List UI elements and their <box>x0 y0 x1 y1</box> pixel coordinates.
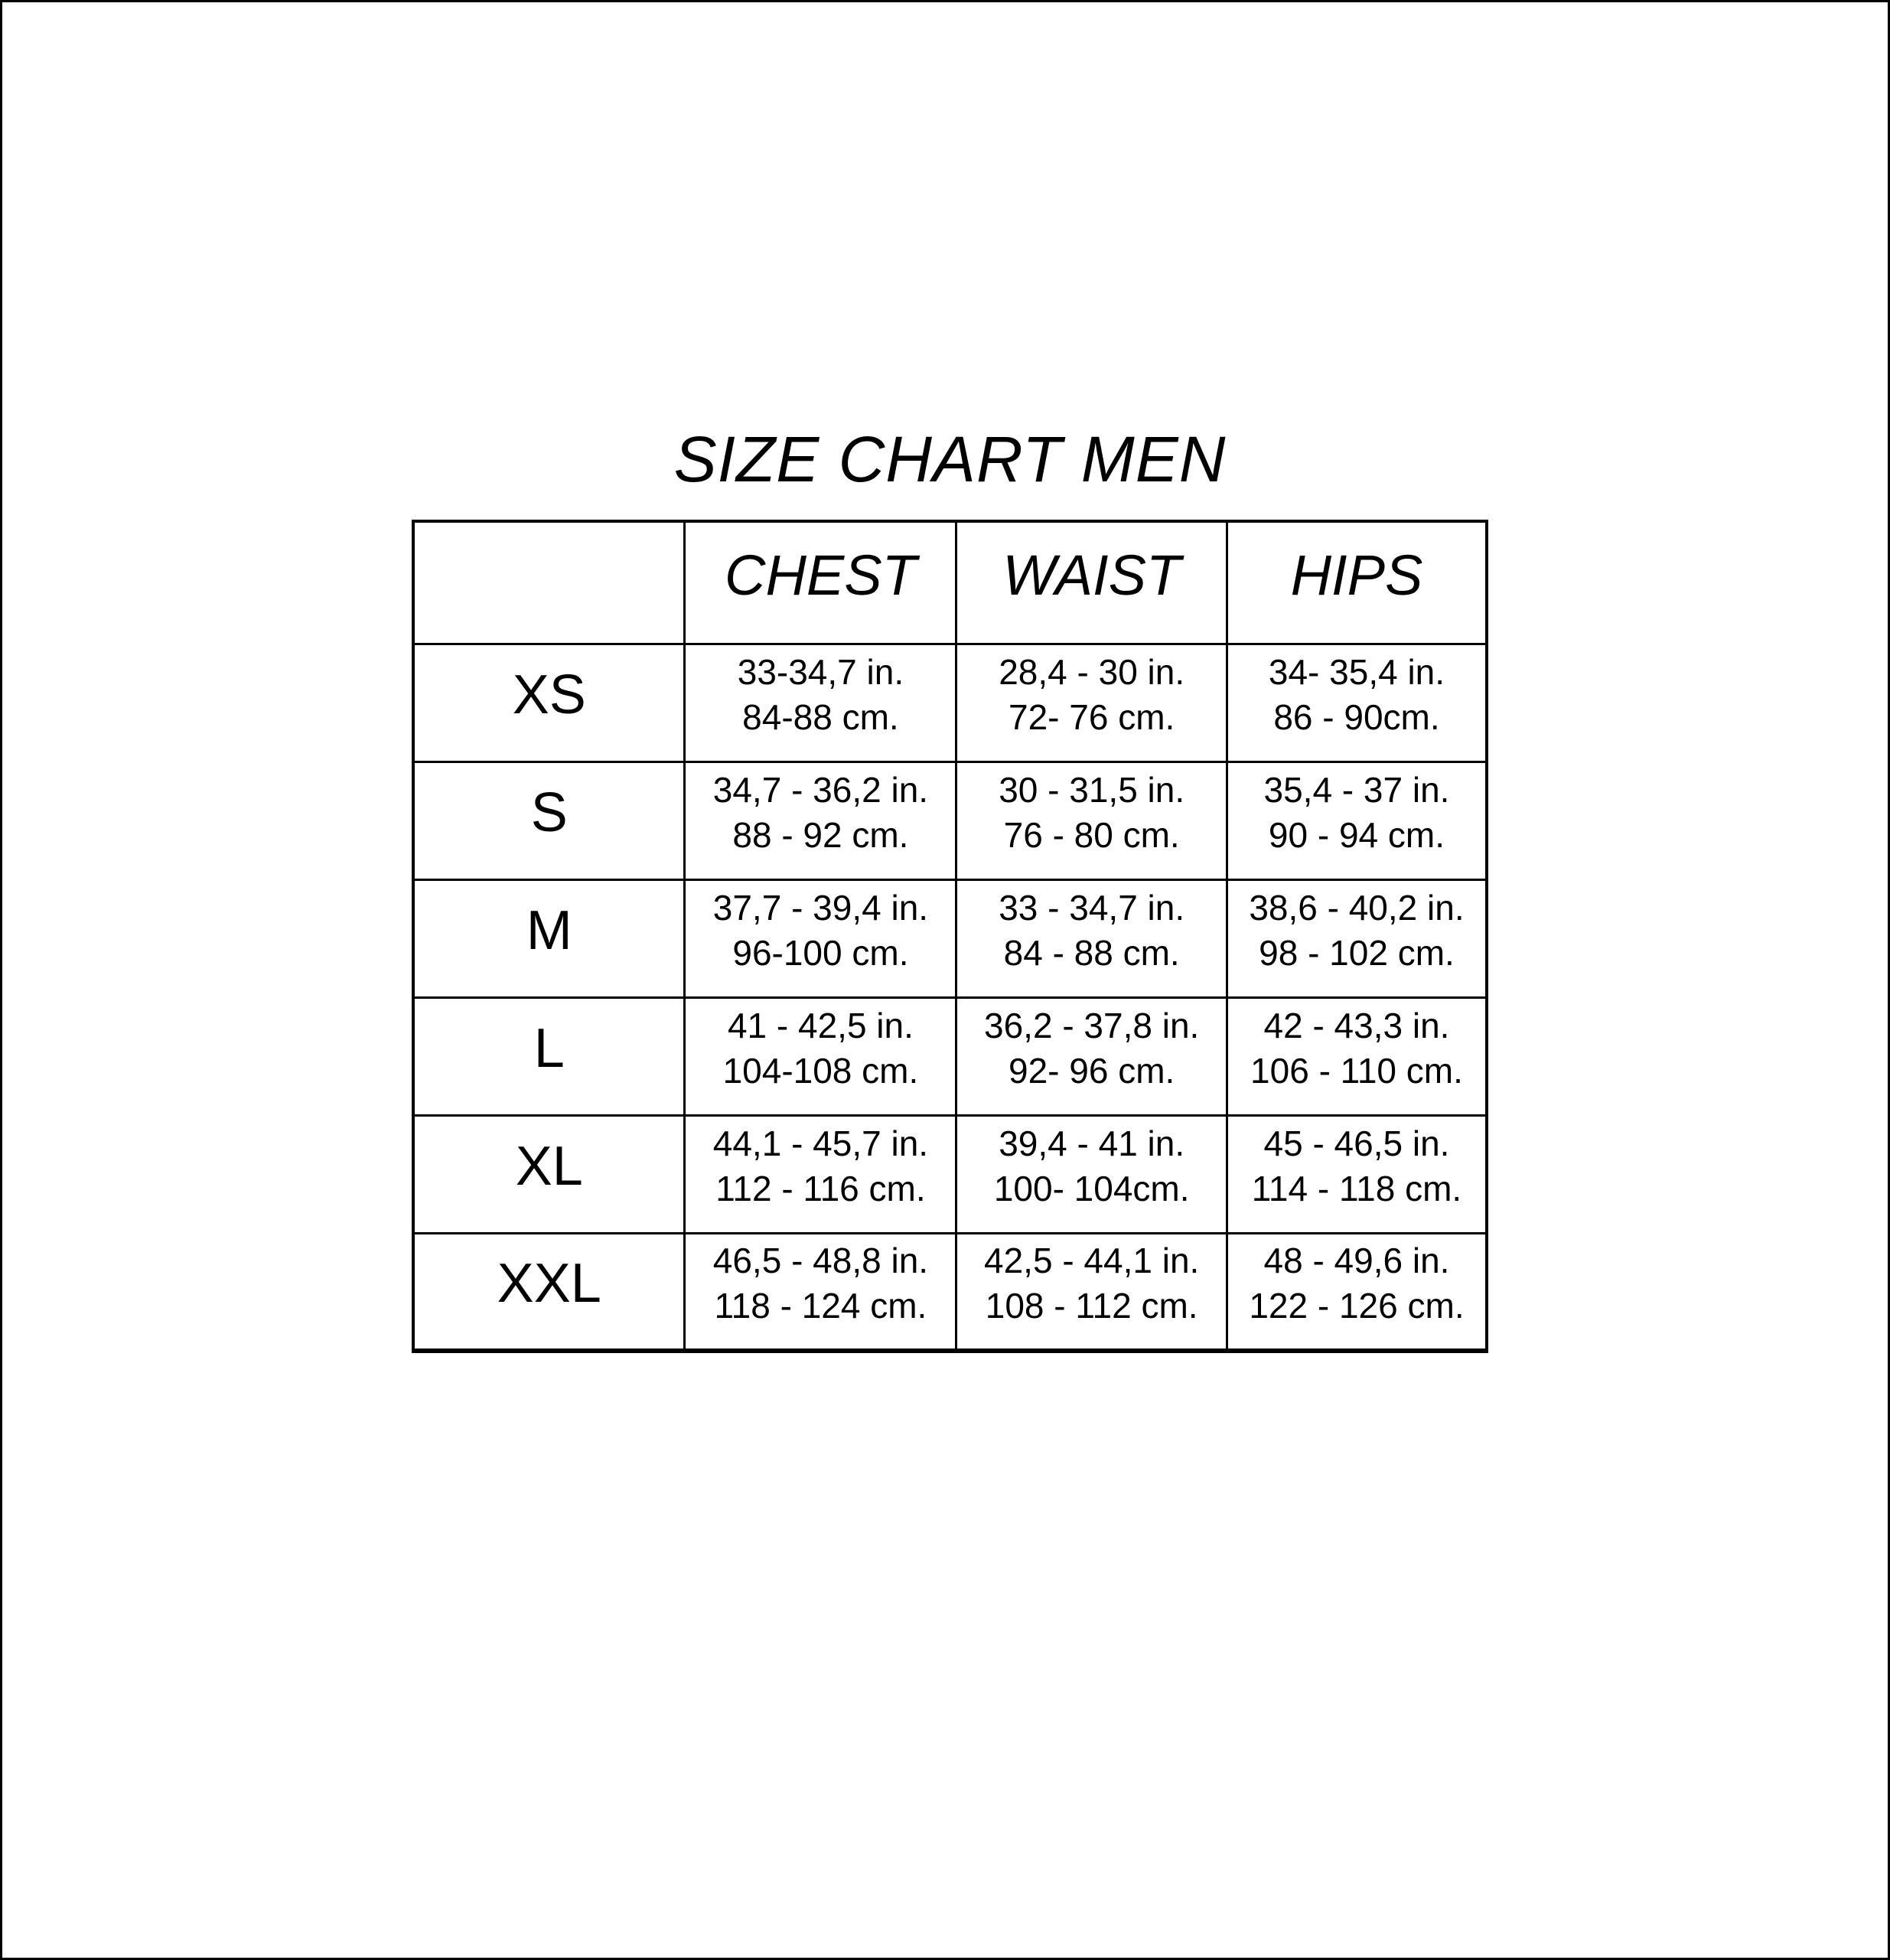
waist-inches: 39,4 - 41 in. <box>999 1123 1185 1164</box>
hips-cell <box>1227 879 1487 997</box>
page-title: SIZE CHART MEN <box>673 423 1227 495</box>
chest-inches: 33-34,7 in. <box>737 652 904 693</box>
waist-inches: 28,4 - 30 in. <box>999 652 1185 693</box>
column-header-hips: HIPS <box>1227 521 1487 644</box>
table-row-xxl <box>413 1233 1487 1351</box>
waist-cm: 92- 96 cm. <box>1009 1051 1175 1091</box>
hips-inches: 38,6 - 40,2 in. <box>1249 888 1465 928</box>
column-header-size <box>413 521 685 644</box>
hips-cm: 98 - 102 cm. <box>1259 933 1455 973</box>
waist-cm: 76 - 80 cm. <box>1003 815 1180 855</box>
chest-cm: 104-108 cm. <box>722 1051 919 1091</box>
waist-cell <box>956 644 1227 761</box>
waist-cm: 72- 76 cm. <box>1009 697 1175 737</box>
waist-cell <box>956 879 1227 997</box>
table-row-s <box>413 761 1487 879</box>
table-header-row <box>413 521 1487 644</box>
hips-cell <box>1227 1115 1487 1233</box>
waist-cm: 100- 104cm. <box>993 1169 1190 1208</box>
chest-inches: 44,1 - 45,7 in. <box>712 1123 929 1164</box>
table-row-xl <box>413 1115 1487 1233</box>
chest-cell <box>685 644 956 761</box>
table-row-l <box>413 997 1487 1115</box>
hips-cell <box>1227 1233 1487 1351</box>
chest-inches: 46,5 - 48,8 in. <box>712 1241 929 1281</box>
chest-cell <box>685 879 956 997</box>
chest-cell <box>685 761 956 879</box>
size-label: XL <box>413 1115 685 1233</box>
hips-cell <box>1227 644 1487 761</box>
waist-cm: 108 - 112 cm. <box>985 1286 1198 1326</box>
table-row-xs <box>413 644 1487 761</box>
column-header-chest: CHEST <box>685 521 956 644</box>
chest-cell <box>685 997 956 1115</box>
hips-cell <box>1227 761 1487 879</box>
size-label: XXL <box>413 1233 685 1351</box>
chest-cm: 118 - 124 cm. <box>714 1286 927 1326</box>
chest-cm: 112 - 116 cm. <box>715 1169 926 1208</box>
waist-inches: 30 - 31,5 in. <box>999 770 1185 810</box>
waist-cm: 84 - 88 cm. <box>1003 933 1180 973</box>
hips-cm: 90 - 94 cm. <box>1268 815 1445 855</box>
chest-inches: 34,7 - 36,2 in. <box>712 770 929 810</box>
hips-cm: 122 - 126 cm. <box>1249 1286 1465 1326</box>
waist-cell <box>956 997 1227 1115</box>
size-label: XS <box>413 644 685 761</box>
hips-cm: 86 - 90cm. <box>1273 697 1440 737</box>
hips-cm: 114 - 118 cm. <box>1251 1169 1462 1208</box>
chest-cell <box>685 1233 956 1351</box>
hips-inches: 35,4 - 37 in. <box>1263 770 1450 810</box>
size-label: L <box>413 997 685 1115</box>
hips-inches: 48 - 49,6 in. <box>1263 1241 1450 1281</box>
size-chart-table <box>412 520 1488 1353</box>
chest-cell <box>685 1115 956 1233</box>
hips-cell <box>1227 997 1487 1115</box>
waist-inches: 36,2 - 37,8 in. <box>984 1006 1200 1046</box>
size-label: S <box>413 761 685 879</box>
chest-cm: 88 - 92 cm. <box>732 815 909 855</box>
hips-inches: 45 - 46,5 in. <box>1263 1123 1450 1164</box>
chest-inches: 41 - 42,5 in. <box>727 1006 914 1046</box>
size-label: M <box>413 879 685 997</box>
hips-inches: 34- 35,4 in. <box>1268 652 1445 693</box>
hips-inches: 42 - 43,3 in. <box>1263 1006 1450 1046</box>
chest-cm: 96-100 cm. <box>732 933 909 973</box>
hips-cm: 106 - 110 cm. <box>1250 1051 1463 1091</box>
waist-cell <box>956 1233 1227 1351</box>
waist-cell <box>956 761 1227 879</box>
chest-inches: 37,7 - 39,4 in. <box>712 888 929 928</box>
waist-inches: 42,5 - 44,1 in. <box>984 1241 1200 1281</box>
table-row-m <box>413 879 1487 997</box>
column-header-waist: WAIST <box>956 521 1227 644</box>
waist-inches: 33 - 34,7 in. <box>999 888 1185 928</box>
waist-cell <box>956 1115 1227 1233</box>
chest-cm: 84-88 cm. <box>742 697 899 737</box>
